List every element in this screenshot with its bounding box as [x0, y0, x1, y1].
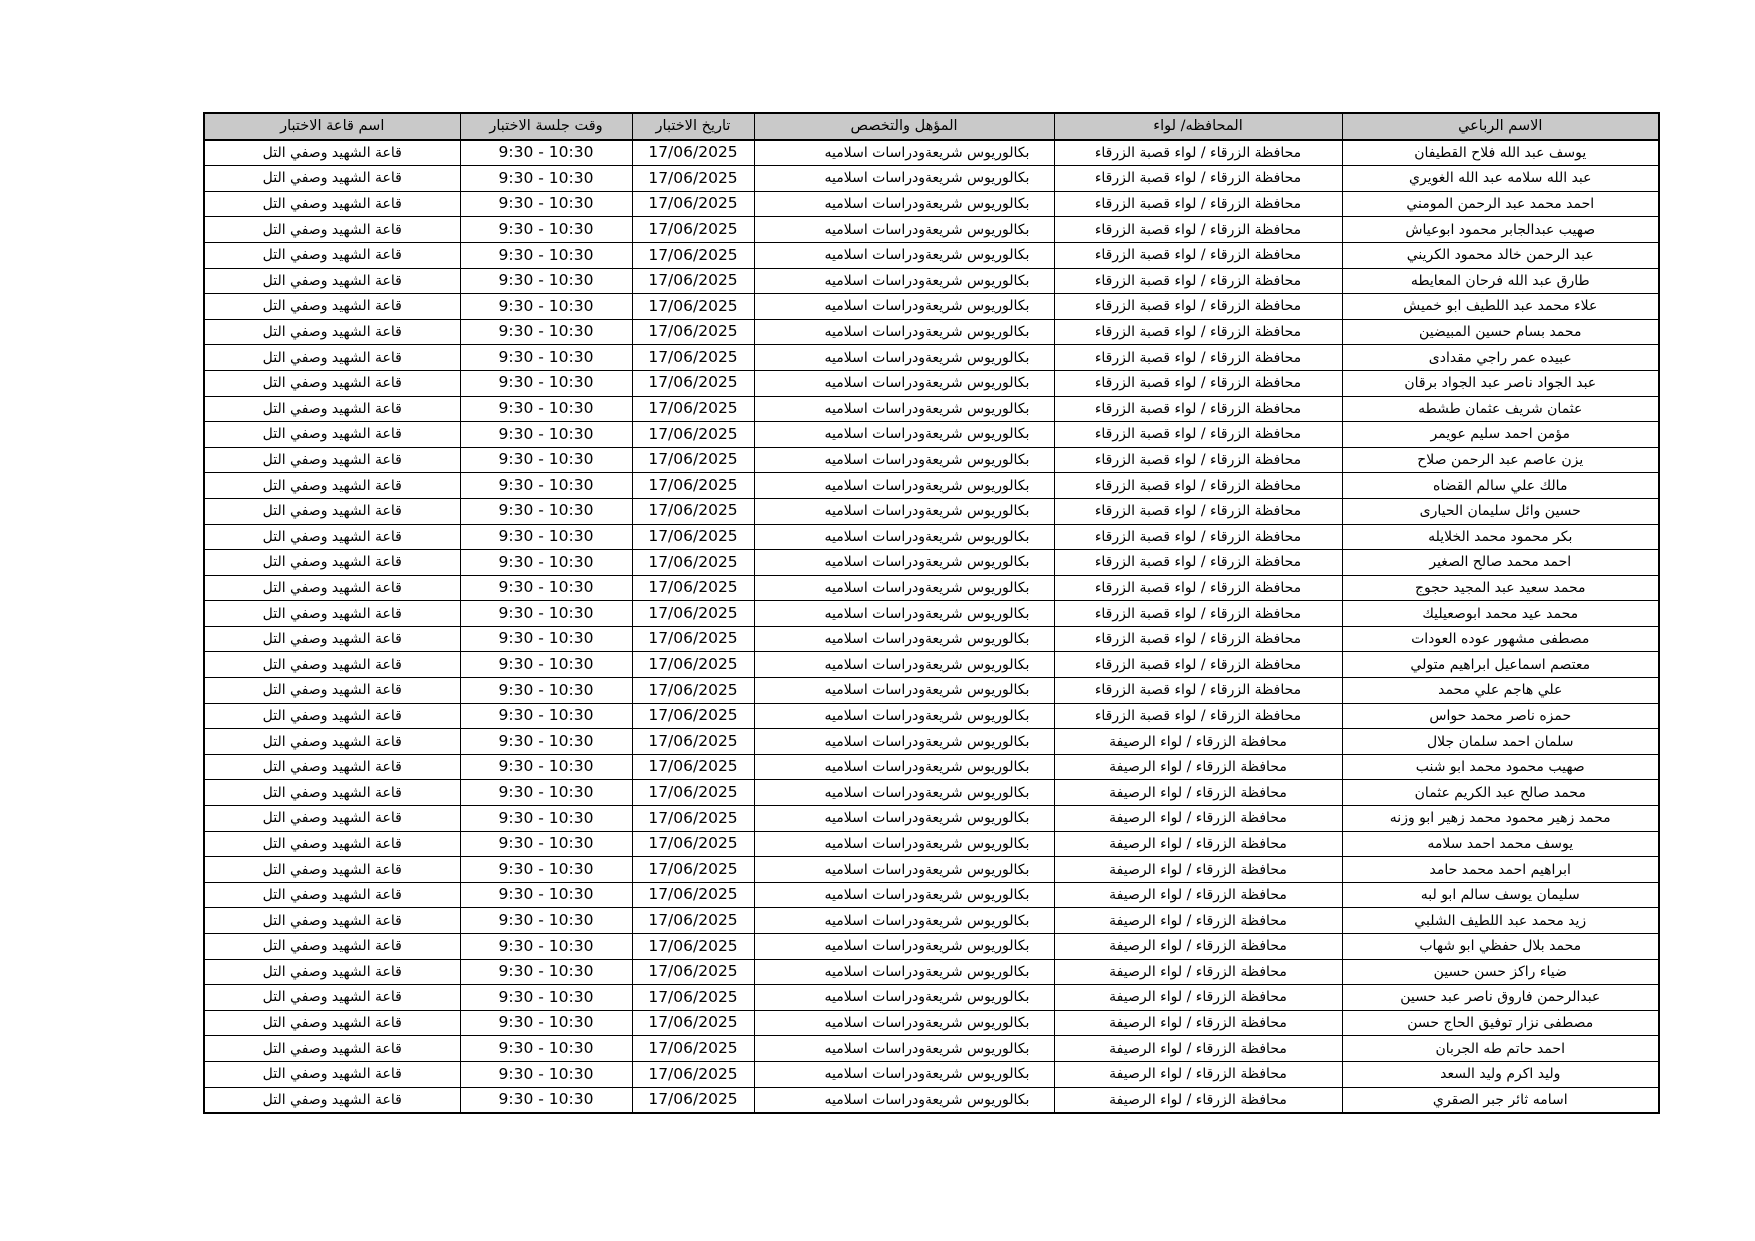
qualification-cell: بكالوريوس شريعةودراسات اسلاميه — [754, 831, 1054, 857]
full-name-cell: معتصم اسماعيل ابراهيم متولي — [1342, 652, 1659, 678]
full-name-cell: محمد بسام حسين المبيضين — [1342, 319, 1659, 345]
qualification-cell: بكالوريوس شريعةودراسات اسلاميه — [754, 268, 1054, 294]
qualification-cell: بكالوريوس شريعةودراسات اسلاميه — [754, 191, 1054, 217]
table-row — [204, 422, 1659, 448]
column-header-qualification: المؤهل والتخصص — [754, 113, 1054, 140]
governorate-cell: محافظة الزرقاء / لواء قصبة الزرقاء — [1054, 498, 1342, 524]
exam-hall-cell: قاعة الشهيد وصفي التل — [204, 601, 460, 627]
governorate-cell: محافظة الزرقاء / لواء قصبة الزرقاء — [1054, 703, 1342, 729]
governorate-cell: محافظة الزرقاء / لواء قصبة الزرقاء — [1054, 345, 1342, 371]
full-name-cell: يزن عاصم عبد الرحمن صلاح — [1342, 447, 1659, 473]
governorate-cell: محافظة الزرقاء / لواء قصبة الزرقاء — [1054, 524, 1342, 550]
exam-hall-cell: قاعة الشهيد وصفي التل — [204, 242, 460, 268]
full-name-cell: اسامه ثائر جبر الصقري — [1342, 1087, 1659, 1113]
session-time-cell: 9:30 - 10:30 — [460, 575, 632, 601]
qualification-cell: بكالوريوس شريعةودراسات اسلاميه — [754, 754, 1054, 780]
session-time-cell: 9:30 - 10:30 — [460, 447, 632, 473]
exam-hall-cell: قاعة الشهيد وصفي التل — [204, 345, 460, 371]
session-time-cell: 9:30 - 10:30 — [460, 806, 632, 832]
qualification-cell: بكالوريوس شريعةودراسات اسلاميه — [754, 550, 1054, 576]
session-time-cell: 9:30 - 10:30 — [460, 396, 632, 422]
full-name-cell: عبد الرحمن خالد محمود الكريني — [1342, 242, 1659, 268]
exam-hall-cell: قاعة الشهيد وصفي التل — [204, 319, 460, 345]
table-row — [204, 345, 1659, 371]
exam-hall-cell: قاعة الشهيد وصفي التل — [204, 1010, 460, 1036]
full-name-cell: علي هاجم علي محمد — [1342, 678, 1659, 704]
exam-hall-cell: قاعة الشهيد وصفي التل — [204, 857, 460, 883]
full-name-cell: يوسف عبد الله فلاح القطيفان — [1342, 140, 1659, 166]
table-row — [204, 806, 1659, 832]
table-row — [204, 1087, 1659, 1113]
exam-hall-cell: قاعة الشهيد وصفي التل — [204, 934, 460, 960]
full-name-cell: سليمان يوسف سالم ابو لبه — [1342, 882, 1659, 908]
session-time-cell: 9:30 - 10:30 — [460, 985, 632, 1011]
exam-hall-cell: قاعة الشهيد وصفي التل — [204, 422, 460, 448]
full-name-cell: علاء محمد عبد اللطيف ابو خميش — [1342, 294, 1659, 320]
exam-date-cell: 17/06/2025 — [632, 422, 754, 448]
exam-hall-cell: قاعة الشهيد وصفي التل — [204, 140, 460, 166]
exam-date-cell: 17/06/2025 — [632, 780, 754, 806]
session-time-cell: 9:30 - 10:30 — [460, 703, 632, 729]
table-row — [204, 908, 1659, 934]
full-name-cell: مالك علي سالم القضاه — [1342, 473, 1659, 499]
governorate-cell: محافظة الزرقاء / لواء قصبة الزرقاء — [1054, 601, 1342, 627]
full-name-cell: عبيده عمر راجي مقدادى — [1342, 345, 1659, 371]
session-time-cell: 9:30 - 10:30 — [460, 268, 632, 294]
session-time-cell: 9:30 - 10:30 — [460, 370, 632, 396]
exam-hall-cell: قاعة الشهيد وصفي التل — [204, 396, 460, 422]
governorate-cell: محافظة الزرقاء / لواء قصبة الزرقاء — [1054, 217, 1342, 243]
exam-hall-cell: قاعة الشهيد وصفي التل — [204, 806, 460, 832]
governorate-cell: محافظة الزرقاء / لواء الرصيفة — [1054, 754, 1342, 780]
full-name-cell: يوسف محمد احمد سلامه — [1342, 831, 1659, 857]
full-name-cell: سلمان احمد سلمان جلال — [1342, 729, 1659, 755]
exam-date-cell: 17/06/2025 — [632, 831, 754, 857]
qualification-cell: بكالوريوس شريعةودراسات اسلاميه — [754, 140, 1054, 166]
exam-date-cell: 17/06/2025 — [632, 601, 754, 627]
exam-date-cell: 17/06/2025 — [632, 370, 754, 396]
session-time-cell: 9:30 - 10:30 — [460, 473, 632, 499]
session-time-cell: 9:30 - 10:30 — [460, 294, 632, 320]
qualification-cell: بكالوريوس شريعةودراسات اسلاميه — [754, 934, 1054, 960]
exam-date-cell: 17/06/2025 — [632, 959, 754, 985]
header-row — [204, 113, 1659, 140]
column-header-governorate: المحافظه/ لواء — [1054, 113, 1342, 140]
governorate-cell: محافظة الزرقاء / لواء قصبة الزرقاء — [1054, 575, 1342, 601]
session-time-cell: 9:30 - 10:30 — [460, 319, 632, 345]
full-name-cell: صهيب محمود محمد ابو شنب — [1342, 754, 1659, 780]
governorate-cell: محافظة الزرقاء / لواء الرصيفة — [1054, 882, 1342, 908]
full-name-cell: محمد زهير محمود محمد زهير ابو وزنه — [1342, 806, 1659, 832]
qualification-cell: بكالوريوس شريعةودراسات اسلاميه — [754, 652, 1054, 678]
session-time-cell: 9:30 - 10:30 — [460, 345, 632, 371]
exam-date-cell: 17/06/2025 — [632, 1087, 754, 1113]
exam-hall-cell: قاعة الشهيد وصفي التل — [204, 985, 460, 1011]
exam-date-cell: 17/06/2025 — [632, 447, 754, 473]
exam-date-cell: 17/06/2025 — [632, 729, 754, 755]
table-row — [204, 217, 1659, 243]
session-time-cell: 9:30 - 10:30 — [460, 422, 632, 448]
qualification-cell: بكالوريوس شريعةودراسات اسلاميه — [754, 882, 1054, 908]
qualification-cell: بكالوريوس شريعةودراسات اسلاميه — [754, 370, 1054, 396]
session-time-cell: 9:30 - 10:30 — [460, 242, 632, 268]
exam-date-cell: 17/06/2025 — [632, 242, 754, 268]
table-row — [204, 1036, 1659, 1062]
session-time-cell: 9:30 - 10:30 — [460, 140, 632, 166]
table-row — [204, 447, 1659, 473]
session-time-cell: 9:30 - 10:30 — [460, 882, 632, 908]
exam-hall-cell: قاعة الشهيد وصفي التل — [204, 780, 460, 806]
governorate-cell: محافظة الزرقاء / لواء الرصيفة — [1054, 806, 1342, 832]
exam-date-cell: 17/06/2025 — [632, 1010, 754, 1036]
exam-hall-cell: قاعة الشهيد وصفي التل — [204, 754, 460, 780]
qualification-cell: بكالوريوس شريعةودراسات اسلاميه — [754, 729, 1054, 755]
governorate-cell: محافظة الزرقاء / لواء الرصيفة — [1054, 780, 1342, 806]
exam-hall-cell: قاعة الشهيد وصفي التل — [204, 729, 460, 755]
governorate-cell: محافظة الزرقاء / لواء الرصيفة — [1054, 1036, 1342, 1062]
qualification-cell: بكالوريوس شريعةودراسات اسلاميه — [754, 345, 1054, 371]
table-row — [204, 550, 1659, 576]
qualification-cell: بكالوريوس شريعةودراسات اسلاميه — [754, 626, 1054, 652]
exam-date-cell: 17/06/2025 — [632, 268, 754, 294]
full-name-cell: محمد صالح عبد الكريم عثمان — [1342, 780, 1659, 806]
governorate-cell: محافظة الزرقاء / لواء قصبة الزرقاء — [1054, 550, 1342, 576]
table-row — [204, 652, 1659, 678]
table-row — [204, 1010, 1659, 1036]
session-time-cell: 9:30 - 10:30 — [460, 934, 632, 960]
exam-hall-cell: قاعة الشهيد وصفي التل — [204, 217, 460, 243]
table-row — [204, 959, 1659, 985]
exam-date-cell: 17/06/2025 — [632, 319, 754, 345]
table-row — [204, 473, 1659, 499]
qualification-cell: بكالوريوس شريعةودراسات اسلاميه — [754, 396, 1054, 422]
full-name-cell: وليد اكرم وليد السعد — [1342, 1061, 1659, 1087]
qualification-cell: بكالوريوس شريعةودراسات اسلاميه — [754, 601, 1054, 627]
table-row — [204, 626, 1659, 652]
session-time-cell: 9:30 - 10:30 — [460, 831, 632, 857]
table-row — [204, 140, 1659, 166]
exam-hall-cell: قاعة الشهيد وصفي التل — [204, 498, 460, 524]
exam-date-cell: 17/06/2025 — [632, 498, 754, 524]
governorate-cell: محافظة الزرقاء / لواء الرصيفة — [1054, 1061, 1342, 1087]
qualification-cell: بكالوريوس شريعةودراسات اسلاميه — [754, 524, 1054, 550]
qualification-cell: بكالوريوس شريعةودراسات اسلاميه — [754, 242, 1054, 268]
exam-hall-cell: قاعة الشهيد وصفي التل — [204, 166, 460, 192]
exam-hall-cell: قاعة الشهيد وصفي التل — [204, 1061, 460, 1087]
exam-hall-cell: قاعة الشهيد وصفي التل — [204, 882, 460, 908]
table-row — [204, 857, 1659, 883]
session-time-cell: 9:30 - 10:30 — [460, 601, 632, 627]
session-time-cell: 9:30 - 10:30 — [460, 191, 632, 217]
exam-date-cell: 17/06/2025 — [632, 524, 754, 550]
qualification-cell: بكالوريوس شريعةودراسات اسلاميه — [754, 422, 1054, 448]
table-row — [204, 575, 1659, 601]
exam-hall-cell: قاعة الشهيد وصفي التل — [204, 908, 460, 934]
table-row — [204, 985, 1659, 1011]
governorate-cell: محافظة الزرقاء / لواء قصبة الزرقاء — [1054, 626, 1342, 652]
exam-date-cell: 17/06/2025 — [632, 294, 754, 320]
table-row — [204, 882, 1659, 908]
exam-hall-cell: قاعة الشهيد وصفي التل — [204, 678, 460, 704]
exam-date-cell: 17/06/2025 — [632, 575, 754, 601]
governorate-cell: محافظة الزرقاء / لواء قصبة الزرقاء — [1054, 396, 1342, 422]
table-row — [204, 242, 1659, 268]
exam-hall-cell: قاعة الشهيد وصفي التل — [204, 447, 460, 473]
table-row — [204, 934, 1659, 960]
session-time-cell: 9:30 - 10:30 — [460, 959, 632, 985]
qualification-cell: بكالوريوس شريعةودراسات اسلاميه — [754, 1010, 1054, 1036]
full-name-cell: احمد محمد عبد الرحمن المومني — [1342, 191, 1659, 217]
governorate-cell: محافظة الزرقاء / لواء قصبة الزرقاء — [1054, 678, 1342, 704]
governorate-cell: محافظة الزرقاء / لواء قصبة الزرقاء — [1054, 191, 1342, 217]
full-name-cell: ضياء راكز حسن حسين — [1342, 959, 1659, 985]
full-name-cell: طارق عبد الله فرحان المعايطه — [1342, 268, 1659, 294]
governorate-cell: محافظة الزرقاء / لواء قصبة الزرقاء — [1054, 242, 1342, 268]
session-time-cell: 9:30 - 10:30 — [460, 524, 632, 550]
full-name-cell: صهيب عبدالجابر محمود ابوعياش — [1342, 217, 1659, 243]
session-time-cell: 9:30 - 10:30 — [460, 652, 632, 678]
table-row — [204, 601, 1659, 627]
governorate-cell: محافظة الزرقاء / لواء قصبة الزرقاء — [1054, 268, 1342, 294]
full-name-cell: محمد سعيد عبد المجيد حجوج — [1342, 575, 1659, 601]
governorate-cell: محافظة الزرقاء / لواء الرصيفة — [1054, 857, 1342, 883]
exam-hall-cell: قاعة الشهيد وصفي التل — [204, 575, 460, 601]
table-row — [204, 754, 1659, 780]
session-time-cell: 9:30 - 10:30 — [460, 1061, 632, 1087]
table-row — [204, 524, 1659, 550]
session-time-cell: 9:30 - 10:30 — [460, 1010, 632, 1036]
full-name-cell: ابراهيم احمد محمد حامد — [1342, 857, 1659, 883]
governorate-cell: محافظة الزرقاء / لواء الرصيفة — [1054, 934, 1342, 960]
full-name-cell: مؤمن احمد سليم عويمر — [1342, 422, 1659, 448]
exam-date-cell: 17/06/2025 — [632, 345, 754, 371]
exam-hall-cell: قاعة الشهيد وصفي التل — [204, 652, 460, 678]
exam-hall-cell: قاعة الشهيد وصفي التل — [204, 268, 460, 294]
full-name-cell: محمد بلال حفظي ابو شهاب — [1342, 934, 1659, 960]
full-name-cell: احمد حاتم طه الجربان — [1342, 1036, 1659, 1062]
qualification-cell: بكالوريوس شريعةودراسات اسلاميه — [754, 908, 1054, 934]
full-name-cell: بكر محمود محمد الخلايله — [1342, 524, 1659, 550]
governorate-cell: محافظة الزرقاء / لواء قصبة الزرقاء — [1054, 473, 1342, 499]
qualification-cell: بكالوريوس شريعةودراسات اسلاميه — [754, 959, 1054, 985]
governorate-cell: محافظة الزرقاء / لواء قصبة الزرقاء — [1054, 166, 1342, 192]
exam-hall-cell: قاعة الشهيد وصفي التل — [204, 550, 460, 576]
session-time-cell: 9:30 - 10:30 — [460, 550, 632, 576]
exam-date-cell: 17/06/2025 — [632, 908, 754, 934]
qualification-cell: بكالوريوس شريعةودراسات اسلاميه — [754, 703, 1054, 729]
governorate-cell: محافظة الزرقاء / لواء الرصيفة — [1054, 831, 1342, 857]
session-time-cell: 9:30 - 10:30 — [460, 217, 632, 243]
full-name-cell: مصطفى مشهور عوده العودات — [1342, 626, 1659, 652]
exam-date-cell: 17/06/2025 — [632, 652, 754, 678]
table-row — [204, 294, 1659, 320]
exam-date-cell: 17/06/2025 — [632, 934, 754, 960]
qualification-cell: بكالوريوس شريعةودراسات اسلاميه — [754, 319, 1054, 345]
qualification-cell: بكالوريوس شريعةودراسات اسلاميه — [754, 1036, 1054, 1062]
table-row — [204, 831, 1659, 857]
session-time-cell: 9:30 - 10:30 — [460, 498, 632, 524]
exam-date-cell: 17/06/2025 — [632, 857, 754, 883]
exam-date-cell: 17/06/2025 — [632, 396, 754, 422]
governorate-cell: محافظة الزرقاء / لواء قصبة الزرقاء — [1054, 294, 1342, 320]
session-time-cell: 9:30 - 10:30 — [460, 1036, 632, 1062]
governorate-cell: محافظة الزرقاء / لواء الرصيفة — [1054, 729, 1342, 755]
table-row — [204, 319, 1659, 345]
governorate-cell: محافظة الزرقاء / لواء الرصيفة — [1054, 1087, 1342, 1113]
exam-hall-cell: قاعة الشهيد وصفي التل — [204, 473, 460, 499]
exam-hall-cell: قاعة الشهيد وصفي التل — [204, 191, 460, 217]
exam-hall-cell: قاعة الشهيد وصفي التل — [204, 370, 460, 396]
table-body — [204, 140, 1659, 1114]
table-row — [204, 370, 1659, 396]
session-time-cell: 9:30 - 10:30 — [460, 1087, 632, 1113]
full-name-cell: عبد الجواد ناصر عبد الجواد برقان — [1342, 370, 1659, 396]
table-row — [204, 498, 1659, 524]
exam-date-cell: 17/06/2025 — [632, 191, 754, 217]
qualification-cell: بكالوريوس شريعةودراسات اسلاميه — [754, 857, 1054, 883]
qualification-cell: بكالوريوس شريعةودراسات اسلاميه — [754, 498, 1054, 524]
exam-date-cell: 17/06/2025 — [632, 1036, 754, 1062]
exam-date-cell: 17/06/2025 — [632, 140, 754, 166]
column-header-session-time: وقت جلسة الاختبار — [460, 113, 632, 140]
full-name-cell: مصطفى نزار توفيق الحاج حسن — [1342, 1010, 1659, 1036]
session-time-cell: 9:30 - 10:30 — [460, 729, 632, 755]
qualification-cell: بكالوريوس شريعةودراسات اسلاميه — [754, 294, 1054, 320]
full-name-cell: عبدالرحمن فاروق ناصر عبد حسين — [1342, 985, 1659, 1011]
governorate-cell: محافظة الزرقاء / لواء قصبة الزرقاء — [1054, 140, 1342, 166]
table-row — [204, 191, 1659, 217]
governorate-cell: محافظة الزرقاء / لواء قصبة الزرقاء — [1054, 652, 1342, 678]
table-row — [204, 268, 1659, 294]
column-header-exam-hall: اسم قاعة الاختبار — [204, 113, 460, 140]
exam-hall-cell: قاعة الشهيد وصفي التل — [204, 626, 460, 652]
governorate-cell: محافظة الزرقاء / لواء قصبة الزرقاء — [1054, 447, 1342, 473]
governorate-cell: محافظة الزرقاء / لواء الرصيفة — [1054, 959, 1342, 985]
column-header-full-name: الاسم الرباعي — [1342, 113, 1659, 140]
full-name-cell: احمد محمد صالح الصغير — [1342, 550, 1659, 576]
exam-hall-cell: قاعة الشهيد وصفي التل — [204, 1087, 460, 1113]
governorate-cell: محافظة الزرقاء / لواء الرصيفة — [1054, 985, 1342, 1011]
session-time-cell: 9:30 - 10:30 — [460, 678, 632, 704]
session-time-cell: 9:30 - 10:30 — [460, 780, 632, 806]
exam-date-cell: 17/06/2025 — [632, 678, 754, 704]
exam-date-cell: 17/06/2025 — [632, 985, 754, 1011]
qualification-cell: بكالوريوس شريعةودراسات اسلاميه — [754, 217, 1054, 243]
exam-hall-cell: قاعة الشهيد وصفي التل — [204, 1036, 460, 1062]
qualification-cell: بكالوريوس شريعةودراسات اسلاميه — [754, 1061, 1054, 1087]
full-name-cell: عبد الله سلامه عبد الله الغويري — [1342, 166, 1659, 192]
table-row — [204, 678, 1659, 704]
session-time-cell: 9:30 - 10:30 — [460, 626, 632, 652]
table-row — [204, 703, 1659, 729]
qualification-cell: بكالوريوس شريعةودراسات اسلاميه — [754, 166, 1054, 192]
exam-date-cell: 17/06/2025 — [632, 754, 754, 780]
full-name-cell: حمزه ناصر محمد حواس — [1342, 703, 1659, 729]
session-time-cell: 9:30 - 10:30 — [460, 754, 632, 780]
table-row — [204, 1061, 1659, 1087]
column-header-exam-date: تاريخ الاختبار — [632, 113, 754, 140]
table-row — [204, 729, 1659, 755]
qualification-cell: بكالوريوس شريعةودراسات اسلاميه — [754, 985, 1054, 1011]
exam-date-cell: 17/06/2025 — [632, 550, 754, 576]
qualification-cell: بكالوريوس شريعةودراسات اسلاميه — [754, 780, 1054, 806]
full-name-cell: عثمان شريف عثمان طشطه — [1342, 396, 1659, 422]
qualification-cell: بكالوريوس شريعةودراسات اسلاميه — [754, 1087, 1054, 1113]
governorate-cell: محافظة الزرقاء / لواء قصبة الزرقاء — [1054, 422, 1342, 448]
full-name-cell: حسين وائل سليمان الحيارى — [1342, 498, 1659, 524]
qualification-cell: بكالوريوس شريعةودراسات اسلاميه — [754, 473, 1054, 499]
exam-date-cell: 17/06/2025 — [632, 882, 754, 908]
full-name-cell: زيد محمد عبد اللطيف الشلبي — [1342, 908, 1659, 934]
exam-date-cell: 17/06/2025 — [632, 1061, 754, 1087]
qualification-cell: بكالوريوس شريعةودراسات اسلاميه — [754, 806, 1054, 832]
session-time-cell: 9:30 - 10:30 — [460, 166, 632, 192]
exam-date-cell: 17/06/2025 — [632, 166, 754, 192]
exam-hall-cell: قاعة الشهيد وصفي التل — [204, 831, 460, 857]
session-time-cell: 9:30 - 10:30 — [460, 908, 632, 934]
exam-date-cell: 17/06/2025 — [632, 473, 754, 499]
exam-hall-cell: قاعة الشهيد وصفي التل — [204, 294, 460, 320]
full-name-cell: محمد عيد محمد ابوصعيليك — [1342, 601, 1659, 627]
exam-date-cell: 17/06/2025 — [632, 703, 754, 729]
qualification-cell: بكالوريوس شريعةودراسات اسلاميه — [754, 575, 1054, 601]
exam-hall-cell: قاعة الشهيد وصفي التل — [204, 703, 460, 729]
qualification-cell: بكالوريوس شريعةودراسات اسلاميه — [754, 678, 1054, 704]
governorate-cell: محافظة الزرقاء / لواء الرصيفة — [1054, 908, 1342, 934]
qualification-cell: بكالوريوس شريعةودراسات اسلاميه — [754, 447, 1054, 473]
exam-date-cell: 17/06/2025 — [632, 806, 754, 832]
exam-date-cell: 17/06/2025 — [632, 626, 754, 652]
exam-hall-cell: قاعة الشهيد وصفي التل — [204, 959, 460, 985]
governorate-cell: محافظة الزرقاء / لواء قصبة الزرقاء — [1054, 370, 1342, 396]
exam-hall-cell: قاعة الشهيد وصفي التل — [204, 524, 460, 550]
table-header — [204, 113, 1659, 140]
session-time-cell: 9:30 - 10:30 — [460, 857, 632, 883]
table-row — [204, 166, 1659, 192]
governorate-cell: محافظة الزرقاء / لواء الرصيفة — [1054, 1010, 1342, 1036]
exam-schedule-table — [203, 112, 1660, 1114]
table-row — [204, 396, 1659, 422]
table-row — [204, 780, 1659, 806]
exam-date-cell: 17/06/2025 — [632, 217, 754, 243]
governorate-cell: محافظة الزرقاء / لواء قصبة الزرقاء — [1054, 319, 1342, 345]
